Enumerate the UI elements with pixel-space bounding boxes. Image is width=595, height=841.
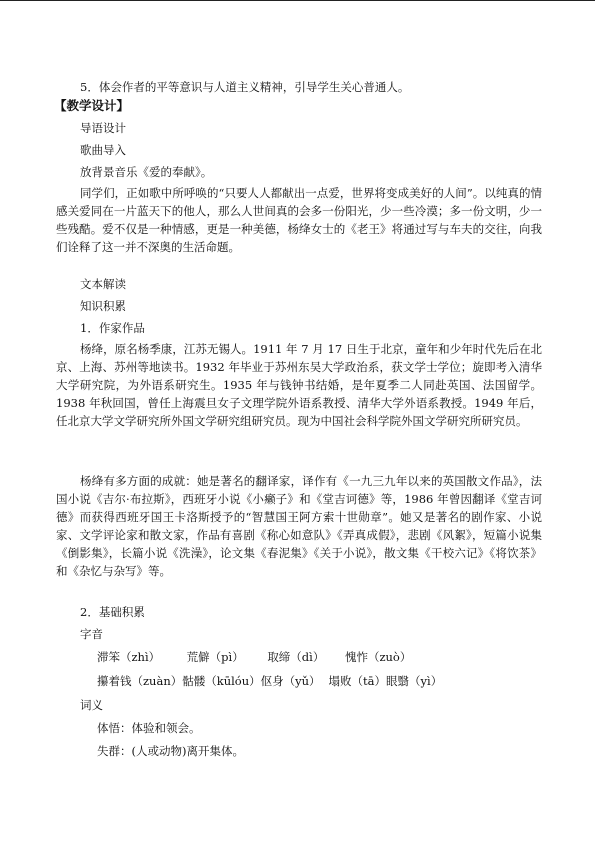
section-title: 【教学设计】 [54,98,130,113]
pron-item: 荒僻（pì） [186,650,244,664]
knowledge-heading: 知识积累 [80,299,126,313]
pronunciation-row-2 [97,673,442,689]
intro-paragraph: 同学们，正如歌中所呼唤的“只要人人都献出一点爱，世界将变成美好的人间”。以纯真的情感关爱同在一片蓝天下的他人，那么人世间真的会多一份阳光，少一些冷漠；多一份文明，少一些残酷。爱不仅是一种情感，更是一种美德，杨绛女士的《老王》将通过写与车夫的交往，向我们诠释了这一并不深奥的生活命题。 [56,186,542,254]
word-meaning-heading: 词义 [80,698,103,712]
text-reading-heading: 文本解读 [80,277,126,291]
intro-design-heading: 导语设计 [80,121,126,135]
song-intro-heading: 歌曲导入 [80,143,126,157]
top-rule [0,0,595,1]
pron-item: 眼翳（yì） [386,674,443,688]
bg-music-text: 放背景音乐《爱的奉献》。 [80,165,213,179]
pron-item: 愧怍（zuò） [344,650,412,664]
author-paragraph-2: 杨绛有多方面的成就：她是著名的翻译家，译作有《一九三九年以来的英国散文作品》，法国小说《吉尔·布拉斯》，西班牙小说《小癞子》和《堂吉诃德》等，1986 年曾因翻译《堂吉诃德》而获得西班牙国王卡洛斯授予的“智慧国王阿方索十世勋章”。她又是著名的剧作家、小说家、文学评论家和散文家，作品有喜剧《称心如意队》《弄真成假》，悲剧《风絮》，短篇小说集《倒影集》，长篇小说《洗澡》，论文集《春泥集》《关于小说》，散文集《干校六记》《将饮茶》和《杂忆与杂写》等。 [56,474,542,578]
pron-item: 取缔（dì） [267,650,325,664]
pron-item: 滞笨（zhì） [97,650,161,664]
pron-item: 骷髅（kūlóu） [182,674,261,688]
definition-1: 体悟：体验和领会。 [97,721,201,735]
pron-item: 伛身（yǔ） [260,674,321,688]
definition-2: 失群：(人或动物)离开集体。 [97,744,244,758]
pron-item: 攥着钱（zuàn） [97,674,183,688]
pronunciation-heading: 字音 [80,627,103,641]
author-paragraph-1: 杨绛，原名杨季康，江苏无锡人。1911 年 7 月 17 日生于北京，童年和少年时代先后在北京、上海、苏州等地读书。1932 年毕业于苏州东吴大学政治系，获文学士学位；旋即考入清华大学研究院，为外语系研究生。1935 年与钱钟书结婚，是年夏季二人同赴英国、法国留学。1938 年秋回国，曾任上海震旦女子文理学院外语系教授、清华大学外语系教授。1949 年后，任北京大学文学研究所外国文学研究组研究员。现为中国社会科学院外国文学研究所研究员。 [56,342,542,428]
goal-5: 5．体会作者的平等意识与人道主义精神，引导学生关心普通人。 [80,80,410,94]
pronunciation-row-1 [97,649,411,665]
item2-title: 2．基础积累 [80,605,145,619]
pron-item: 塌败（tā） [328,674,387,688]
item1-title: 1．作家作品 [80,321,145,335]
